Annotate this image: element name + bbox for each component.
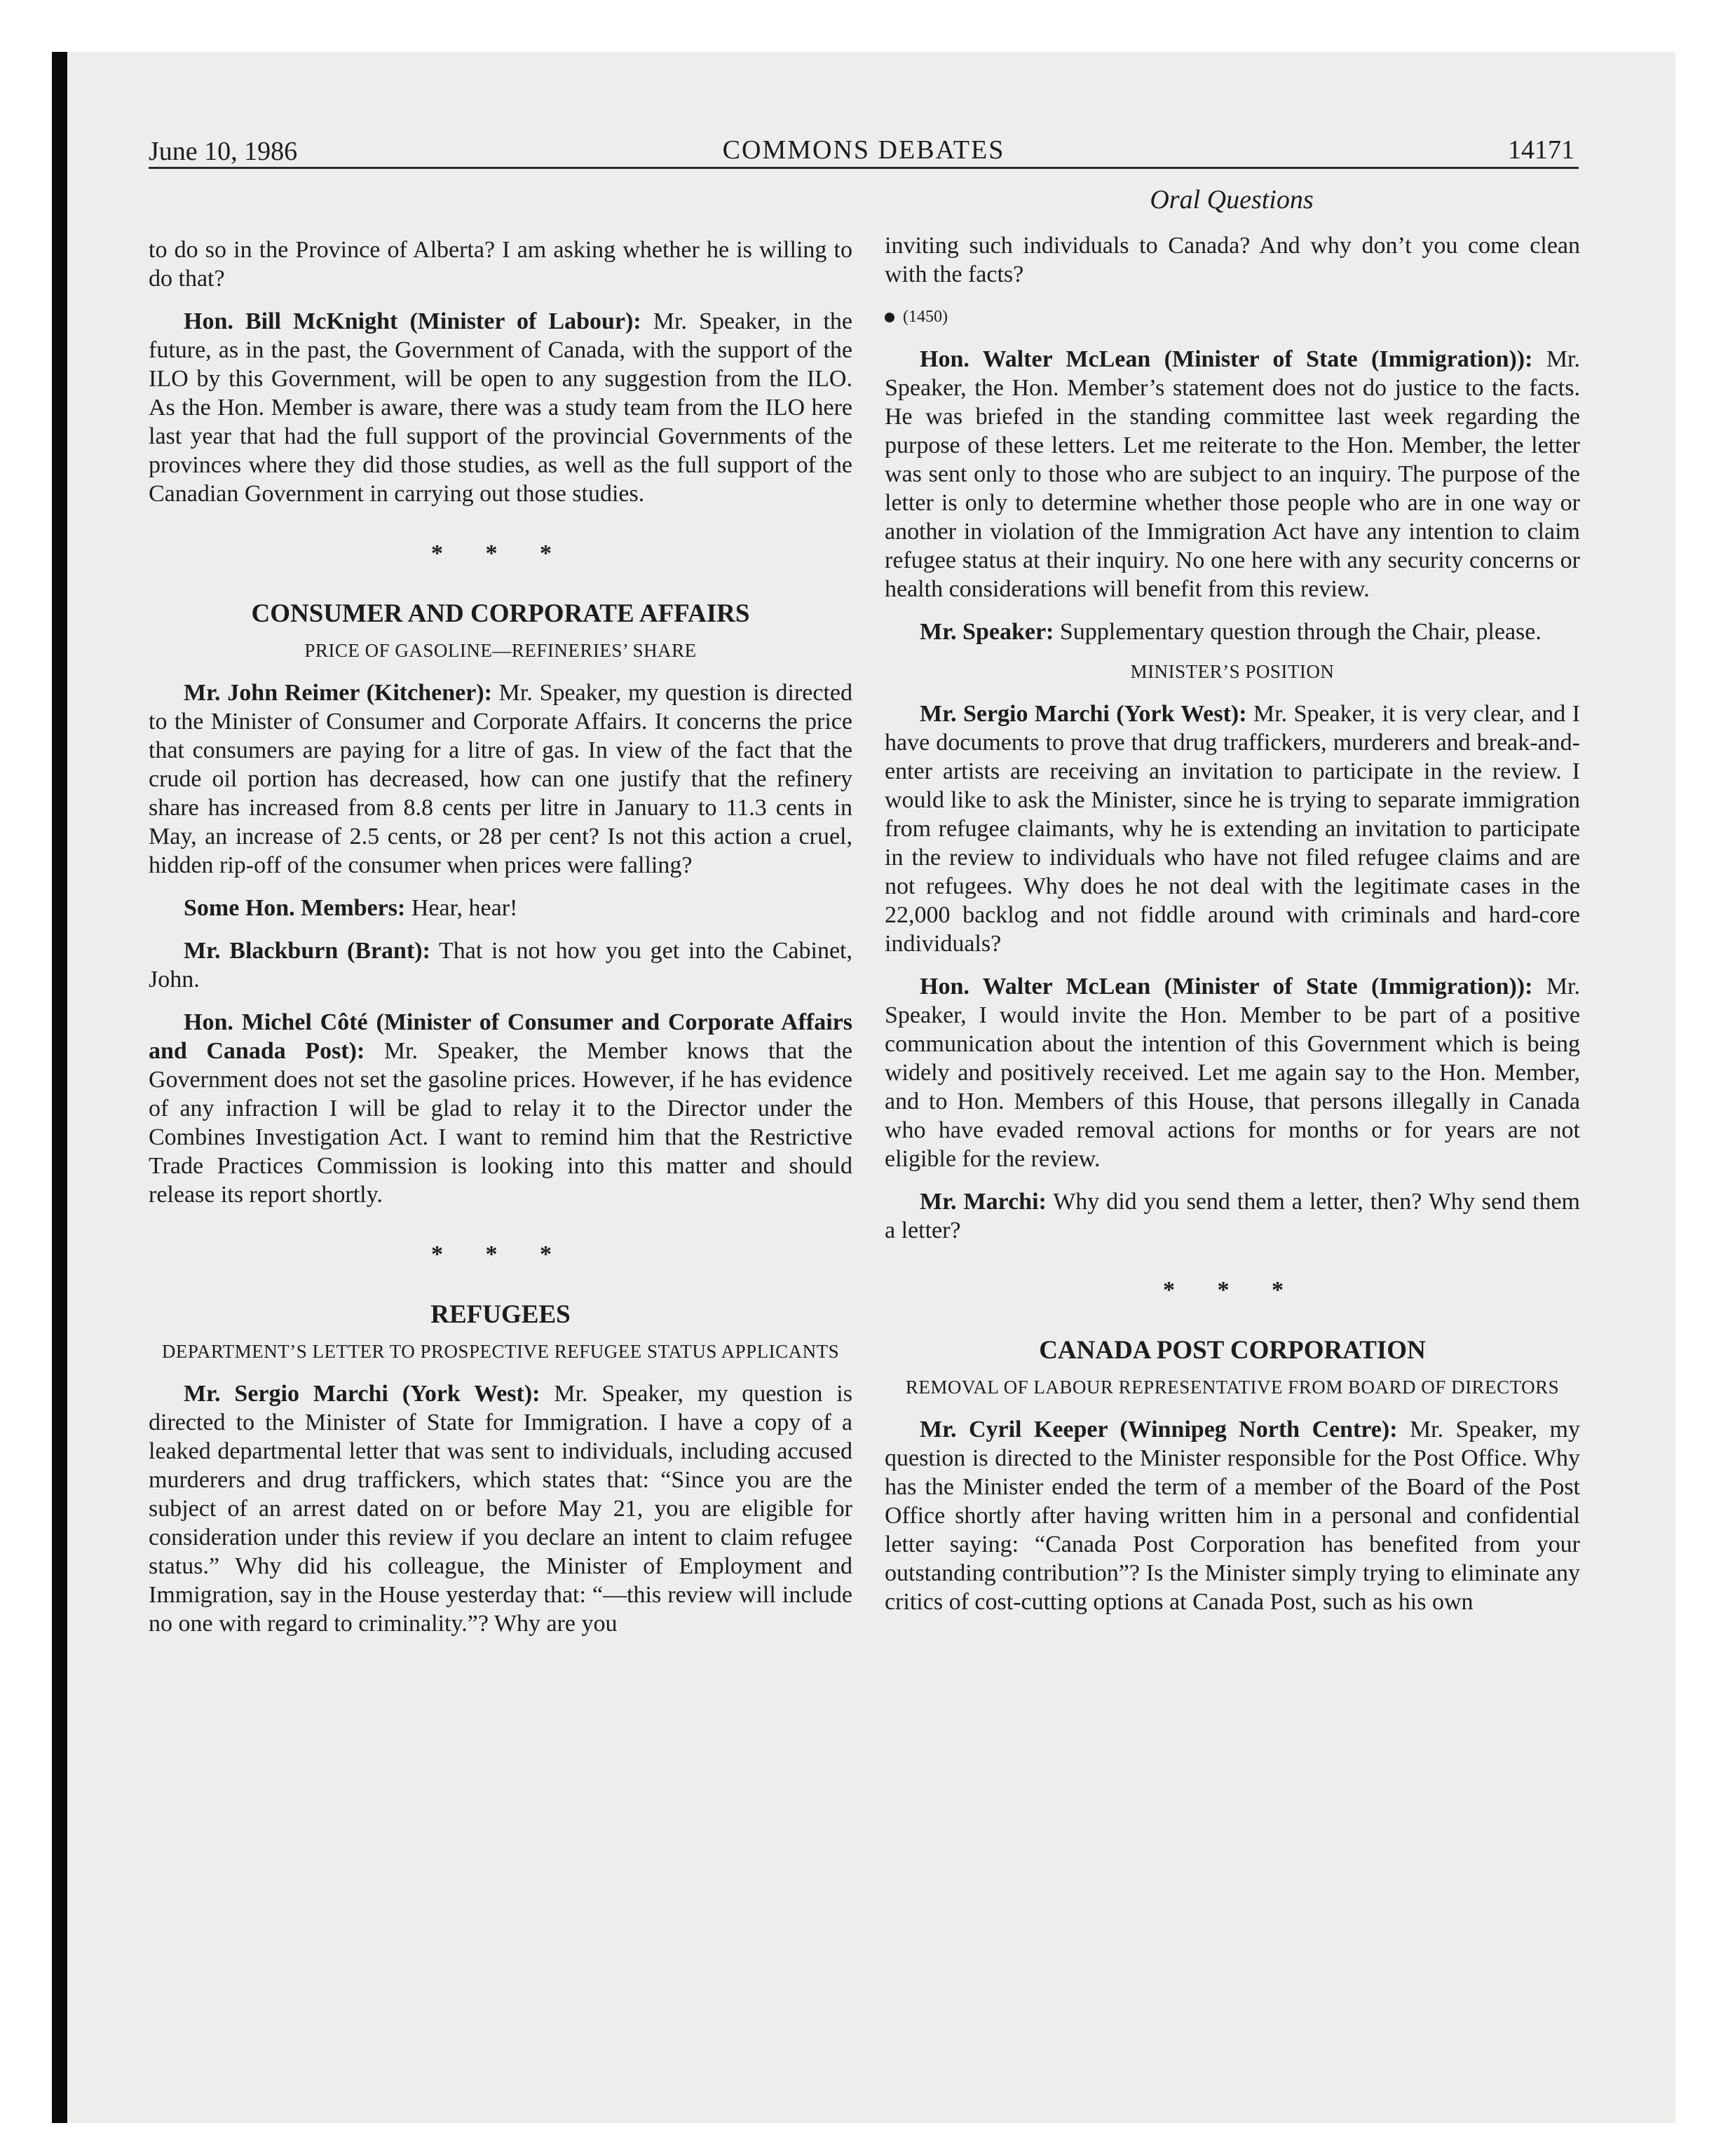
speaker-name: Mr. John Reimer (Kitchener): [184,680,492,706]
bullet-icon [885,313,894,322]
speech-paragraph [149,894,852,922]
speaker-name: Mr. Marchi: [920,1189,1047,1215]
section-heading: CANADA POST CORPORATION [1039,1336,1426,1365]
speech-paragraph [149,307,852,508]
speech-paragraph [885,700,1580,958]
paragraph-continuation: inviting such individuals to Canada? And why don’t you come clean with the facts? [885,233,1580,287]
speaker-name: Hon. Walter McLean (Minister of State (Immigration)): [920,974,1533,999]
speech-text: Mr. Speaker, the Member knows that the Government does not set the gasoline prices. However, if he has evidence of any infraction I will be glad to relay it to the Director under the Combines Investigation Act. I want to remind him that the Restrictive Trade Practices Commission is looking into this matter and should release its report shortly. [149,1038,852,1208]
speech-paragraph [885,972,1580,1173]
speech-text: Mr. Speaker, in the future, as in the past, the Government of Canada, with the support of the ILO by this Government, will be open to any suggestion from the ILO. As the Hon. Member is aware, there was a study team from the ILO here last year that had the full support of the provincial Governments of the provinces where they did those studies, as well as the full support of the Canadian Government in carrying out those studies. [149,308,852,507]
running-section-title: Oral Questions [1150,185,1314,214]
section-subheading: DEPARTMENT’S LETTER TO PROSPECTIVE REFUGEE STATUS APPLICANTS [161,1341,840,1362]
speaker-name: Mr. Sergio Marchi (York West): [920,701,1247,727]
speech-text: Mr. Speaker, I would invite the Hon. Member to be part of a positive communication about the intention of this Government which is being widely and positively received. Let me again say to the Hon. Member, and to Hon. Members of this House, that persons illegally in Canada who have evaded removal actions for months or for years are not eligible for the review. [885,974,1580,1172]
section-subheading: MINISTER’S POSITION [1130,661,1335,682]
speech-text: Supplementary question through the Chair, please. [1054,619,1542,645]
page-header [149,133,1579,169]
speech-paragraph [149,1008,852,1209]
speaker-name: Mr. Sergio Marchi (York West): [184,1381,540,1407]
speech-paragraph [885,345,1580,603]
binding-edge [52,52,67,2123]
time-marker-text: (1450) [903,308,948,326]
left-column [149,236,852,1652]
speech-text: Mr. Speaker, the Hon. Member’s statement does not do justice to the facts. He was briefed in the standing committee last week regarding the purpose of these letters. Let me reiterate to the Hon. Member, the letter was sent only to those who are subject to an inquiry. The purpose of the letter is only to determine whether those people who are in one way or another in violation of the Immigration Act have any intention to claim refugee status at their inquiry. No one here with any security concerns or health considerations will benefit from this review. [885,346,1580,602]
header-date: June 10, 1986 [149,137,298,166]
speech-text: That is not how you get into the Cabinet, John. [149,938,852,992]
speech-paragraph [149,678,852,880]
paragraph-continuation: to do so in the Province of Alberta? I am asking whether he is willing to do that? [149,237,852,292]
section-subheading: REMOVAL OF LABOUR REPRESENTATIVE FROM BOARD OF DIRECTORS [905,1377,1560,1398]
time-marker [885,303,1580,331]
speech-paragraph [885,1415,1580,1616]
speech-paragraph [885,1187,1580,1245]
right-column [885,231,1580,1630]
speaker-name: Mr. Blackburn (Brant): [184,938,430,964]
speech-paragraph [149,936,852,994]
speech-text: Mr. Speaker, my question is directed to the Minister of State for Immigration. I have a copy of a leaked departmental letter that was sent to individuals, including accused murderers and drug traffickers, which states that: “Since you are the subject of an arrest dated on or before May 21, you are eligible for consideration under this review if you declare an intent to claim refugee status.” Why did his colleague, the Minister of Employment and Immigration, say in the House yesterday that: “—this review will include no one with regard to criminality.”? Why are you [149,1381,852,1637]
speech-paragraph [149,1379,852,1638]
section-separator: * * * [1163,1277,1302,1303]
speech-text: Hear, hear! [405,895,518,921]
speaker-name: Mr. Cyril Keeper (Winnipeg North Centre): [920,1417,1398,1442]
speaker-name: Hon. Michel Côté (Minister of Consumer and Corporate Affairs and Canada Post): [149,1009,852,1064]
speaker-name: Hon. Bill McKnight (Minister of Labour): [184,308,641,334]
section-separator: * * * [431,1241,570,1267]
section-heading: CONSUMER AND CORPORATE AFFAIRS [251,599,750,628]
header-page-number: 14171 [1508,135,1574,165]
header-publication: COMMONS DEBATES [722,135,1005,165]
speaker-name: Mr. Speaker: [920,619,1054,645]
speech-text: Mr. Speaker, my question is directed to the Minister responsible for the Post Office. Why has the Minister ended the term of a member of the Board of the Post Office shortly after having written him in a personal and confidential letter saying: “Canada Post Corporation has benefited from your outstanding contribution”? Is the Minister simply trying to eliminate any critics of cost-cutting options at Canada Post, such as his own [885,1417,1580,1615]
speech-text: Mr. Speaker, it is very clear, and I have documents to prove that drug traffickers, murderers and break-and-enter artists are receiving an invitation to participate in the review. I would like to ask the Minister, since he is trying to separate immigration from refugee claimants, why he is extending an invitation to participate in the review to individuals who have not filed refugee claims and are not refugees. Why does he not deal with the legitimate cases in the 22,000 backlog and not fiddle around with criminals and hard-core individuals? [885,701,1580,957]
section-heading: REFUGEES [430,1300,571,1329]
section-subheading: PRICE OF GASOLINE—REFINERIES’ SHARE [304,640,697,661]
section-separator: * * * [431,540,570,566]
speaker-name: Hon. Walter McLean (Minister of State (Immigration)): [920,346,1533,372]
speech-text: Why did you send them a letter, then? Why send them a letter? [885,1189,1580,1243]
speech-paragraph [885,618,1580,646]
speech-text: Mr. Speaker, my question is directed to the Minister of Consumer and Corporate Affairs. It concerns the price that consumers are paying for a litre of gas. In view of the fact that the crude oil portion has decreased, how can one justify that the refinery share has increased from 8.8 cents per litre in January to 11.3 cents in May, an increase of 2.5 cents, or 28 per cent? Is not this action a cruel, hidden rip-off of the consumer when prices were falling? [149,680,852,878]
speaker-name: Some Hon. Members: [184,895,406,921]
